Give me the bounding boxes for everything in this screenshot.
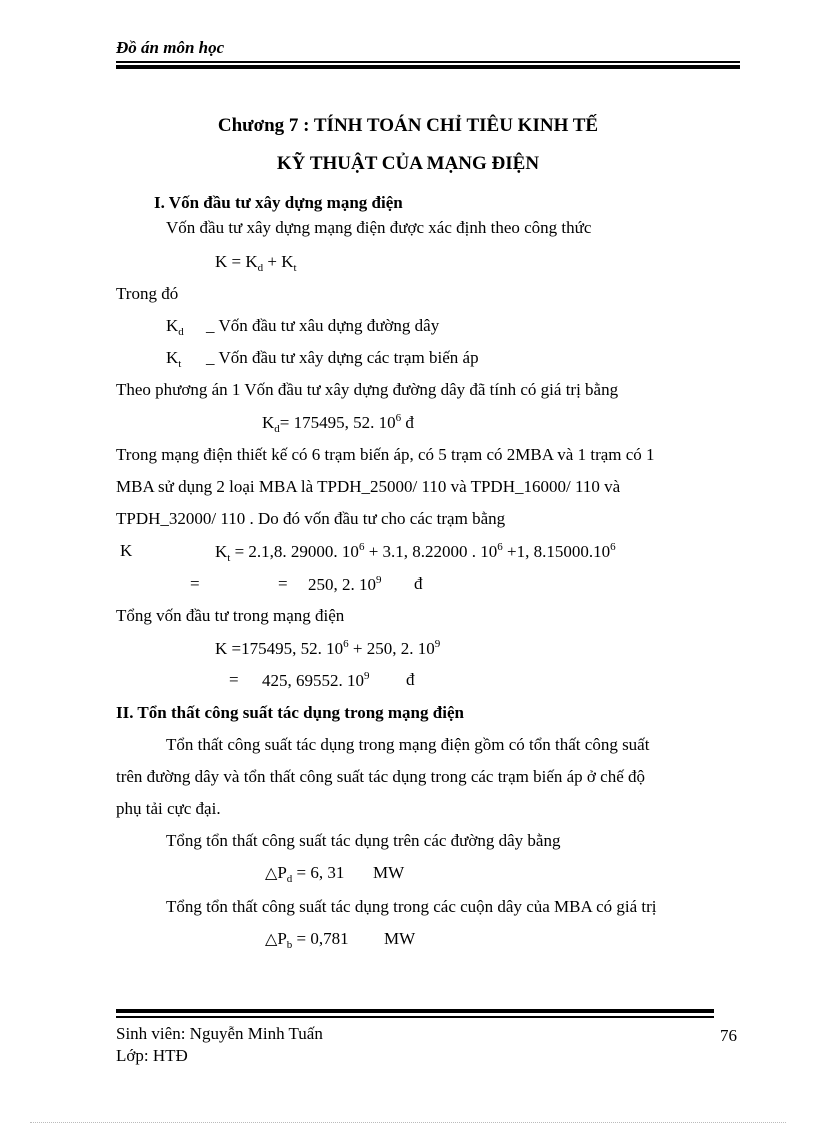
kt-result-value: 250, 2. $10^9$ [308, 574, 382, 594]
pd-unit: MW [373, 863, 405, 882]
pd-formula: $\triangle P_d = 6$, 31 [265, 863, 345, 885]
kt-result-eq1: = [190, 574, 200, 593]
section2-para-line-3: phụ tải cực đại. [116, 799, 221, 818]
triangle-delta-icon: △ [265, 931, 278, 948]
para-line-3: TPDH_32000/ 110 . Do đó vốn đầu tư cho các trạm bằng [116, 509, 506, 528]
trong-do-label: Trong đó [116, 284, 179, 303]
tong-von-line: Tổng vốn đầu tư trong mạng điện [116, 606, 345, 625]
section2-para-line-2: trên đường dây và tổn thất công suất tác dụng trong các trạm biến áp ở chế độ [116, 767, 646, 786]
footer-rule-thick [116, 1009, 714, 1013]
header-rule-thin [116, 61, 740, 63]
line-mba-loss: Tổng tổn thất công suất tác dụng trong các cuộn dây của MBA có giá trị [166, 897, 657, 916]
pb-formula: $\triangle P_b = 0,781$ [265, 929, 349, 951]
para-line-1: Trong mạng điện thiết kế có 6 trạm biến áp, có 5 trạm có 2MBA và 1 trạm có 1 [116, 445, 655, 464]
formula-k: $K = K_d + K_t$ [215, 252, 297, 274]
para-line-2: MBA sử dụng 2 loại MBA là TPDH_25000/ 110 và TPDH_16000/ 110 và [116, 477, 621, 496]
header-rule-thick [116, 65, 740, 69]
def-kd: $K_d$ [166, 316, 184, 338]
def-kt: $K_t$ [166, 348, 182, 370]
def-kt-text: _ Vốn đầu tư xây dựng các trạm biến áp [206, 348, 479, 367]
kt-result-eq2: = [278, 574, 288, 593]
triangle-delta-icon: △ [265, 865, 278, 882]
pb-unit: MW [384, 929, 416, 948]
section2-heading: II. Tổn thất công suất tác dụng trong mạng điện [116, 703, 464, 722]
kt-formula-k: K [120, 541, 133, 560]
chapter-title-line1: Chương 7 : TÍNH TOÁN CHỈ TIÊU KINH TẾ [217, 115, 599, 136]
section1-intro: Vốn đầu tư xây dựng mạng điện được xác định theo công thức [166, 218, 592, 237]
section2-para-line-1: Tổn thất công suất tác dụng trong mạng điện gồm có tổn thất công suất [166, 735, 650, 754]
k-result-unit: đ [406, 670, 415, 689]
footer-rule-thin [116, 1016, 714, 1018]
def-kd-text: _ Vốn đầu tư xâu dựng đường dây [206, 316, 440, 335]
footer-class: Lớp: HTĐ [116, 1046, 188, 1065]
footer-student: Sinh viên: Nguyễn Minh Tuấn [116, 1024, 323, 1043]
kt-result-unit: đ [414, 574, 423, 593]
running-header: Đồ án môn học [116, 38, 225, 57]
k-total-formula: K =175495, 52. $10^6 + 250$, 2. $10^9$ [215, 638, 441, 658]
k-result-eq: = [229, 670, 239, 689]
kd-value: $K_d= 175495$, 52. $10^6$ đ [262, 412, 414, 435]
kt-formula: $K_t = 2.1,8$. 29000. $10^6 + 3.1$, 8.22000 . $10^6 +1$, 8.15000.10$^6$ [215, 541, 616, 564]
k-result-value: 425, 69552. $10^9$ [262, 670, 370, 690]
line-total-loss: Tổng tổn thất công suất tác dụng trên các đường dây bằng [166, 831, 561, 850]
section1-heading: I. Vốn đầu tư xây dựng mạng điện [154, 193, 403, 212]
footer-page-number: 76 [720, 1026, 737, 1045]
phuong-an-line: Theo phương án 1 Vốn đầu tư xây dựng đường dây đã tính có giá trị bằng [116, 380, 619, 399]
chapter-title-line2: KỸ THUẬT CỦA MẠNG ĐIỆN [276, 153, 540, 174]
